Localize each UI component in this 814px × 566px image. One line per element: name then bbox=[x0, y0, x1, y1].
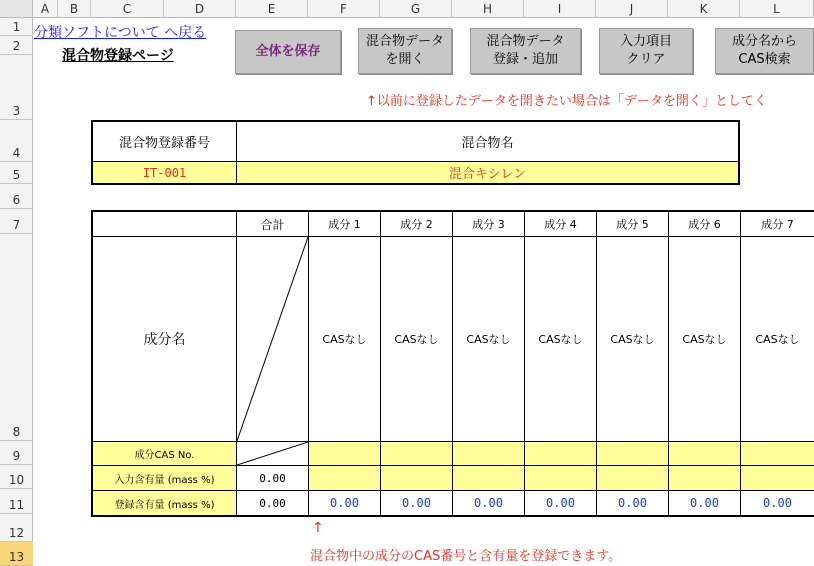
row-header[interactable]: 11 bbox=[0, 489, 33, 514]
cas-input-cell[interactable] bbox=[308, 441, 381, 466]
row-header[interactable]: 5 bbox=[0, 162, 33, 184]
row-header[interactable]: 2 bbox=[0, 36, 33, 55]
column-header[interactable]: I bbox=[524, 0, 596, 18]
clear-inputs-button[interactable]: 入力項目 クリア bbox=[599, 28, 693, 74]
page-title: 混合物登録ページ bbox=[62, 48, 174, 64]
cas-label: 成分CAS No. bbox=[91, 441, 237, 466]
row-header[interactable]: 4 bbox=[0, 120, 33, 162]
total-name-cell bbox=[236, 236, 309, 442]
column-header[interactable]: B bbox=[58, 0, 91, 18]
column-header[interactable]: K bbox=[668, 0, 740, 18]
register-mixture-button[interactable]: 混合物データ 登録・追加 bbox=[470, 28, 581, 74]
bottom-note: 混合物中の成分のCAS番号と含有量を登録できます。 bbox=[310, 549, 622, 564]
registered-value-cell: 0.00 bbox=[740, 490, 814, 517]
mixture-name-cell[interactable]: 混合キシレン bbox=[236, 161, 740, 185]
cas-input-cell[interactable] bbox=[740, 441, 814, 466]
content-input-cell[interactable] bbox=[380, 465, 453, 491]
save-all-button[interactable]: 全体を保存 bbox=[235, 30, 341, 74]
row-header-bar bbox=[0, 18, 33, 566]
registered-value-cell: 0.00 bbox=[380, 490, 453, 517]
column-header[interactable]: D bbox=[164, 0, 236, 18]
column-header[interactable]: F bbox=[308, 0, 380, 18]
total-registered-cell: 0.00 bbox=[236, 490, 309, 517]
row-header[interactable]: 1 bbox=[0, 18, 33, 36]
column-header[interactable]: J bbox=[596, 0, 668, 18]
component-header: 成分 7 bbox=[740, 210, 814, 237]
cas-input-cell[interactable] bbox=[524, 441, 597, 466]
content-input-cell[interactable] bbox=[308, 465, 381, 491]
table-corner-cell bbox=[91, 210, 237, 237]
content-input-cell[interactable] bbox=[452, 465, 525, 491]
total-input-cell: 0.00 bbox=[236, 465, 309, 491]
mixture-name-header: 混合物名 bbox=[236, 120, 740, 162]
open-data-hint: ↑以前に登録したデータを開きたい場合は「データを開く」としてく bbox=[366, 94, 767, 109]
column-header[interactable]: A bbox=[33, 0, 58, 18]
cas-input-cell[interactable] bbox=[668, 441, 741, 466]
registered-value-cell: 0.00 bbox=[452, 490, 525, 517]
component-name-label: 成分名 bbox=[91, 236, 237, 442]
diagonal-line bbox=[237, 237, 308, 441]
content-input-cell[interactable] bbox=[524, 465, 597, 491]
row-header-selected[interactable]: 13 bbox=[0, 542, 33, 566]
row-header[interactable]: 12 bbox=[0, 514, 33, 542]
column-header[interactable]: L bbox=[740, 0, 814, 18]
component-name-cell[interactable]: CASなし bbox=[452, 236, 525, 442]
select-all-corner[interactable] bbox=[0, 0, 33, 18]
note-arrow: ↑ bbox=[312, 520, 324, 536]
row-header[interactable]: 8 bbox=[0, 234, 33, 441]
input-content-label: 入力含有量 (mass %) bbox=[91, 465, 237, 491]
column-header[interactable]: E bbox=[236, 0, 308, 18]
component-name-cell[interactable]: CASなし bbox=[740, 236, 814, 442]
component-header: 成分 4 bbox=[524, 210, 597, 237]
row-header[interactable]: 10 bbox=[0, 465, 33, 489]
component-name-cell[interactable]: CASなし bbox=[596, 236, 669, 442]
cas-search-button[interactable]: 成分名から CAS検索 bbox=[715, 28, 814, 74]
column-header-bar bbox=[0, 0, 814, 18]
registered-value-cell: 0.00 bbox=[596, 490, 669, 517]
cas-input-cell[interactable] bbox=[596, 441, 669, 466]
mixture-number-cell[interactable]: IT-001 bbox=[91, 161, 237, 185]
component-header: 成分 1 bbox=[308, 210, 381, 237]
component-header: 成分 2 bbox=[380, 210, 453, 237]
component-header: 成分 3 bbox=[452, 210, 525, 237]
content-input-cell[interactable] bbox=[596, 465, 669, 491]
column-header[interactable]: H bbox=[452, 0, 524, 18]
mixture-number-header: 混合物登録番号 bbox=[91, 120, 237, 162]
content-input-cell[interactable] bbox=[668, 465, 741, 491]
component-header: 成分 5 bbox=[596, 210, 669, 237]
row-header[interactable]: 7 bbox=[0, 209, 33, 234]
row-header[interactable]: 6 bbox=[0, 184, 33, 209]
cas-input-cell[interactable] bbox=[380, 441, 453, 466]
column-header[interactable]: C bbox=[91, 0, 164, 18]
component-header: 成分 6 bbox=[668, 210, 741, 237]
registered-value-cell: 0.00 bbox=[524, 490, 597, 517]
registered-value-cell: 0.00 bbox=[668, 490, 741, 517]
column-header[interactable]: G bbox=[380, 0, 452, 18]
component-name-cell[interactable]: CASなし bbox=[668, 236, 741, 442]
total-header: 合計 bbox=[236, 210, 309, 237]
total-cas-cell bbox=[236, 441, 309, 466]
cas-input-cell[interactable] bbox=[452, 441, 525, 466]
back-link[interactable]: 分類ソフトについて へ戻る bbox=[34, 25, 207, 41]
component-name-cell[interactable]: CASなし bbox=[308, 236, 381, 442]
registered-value-cell: 0.00 bbox=[308, 490, 381, 517]
component-name-cell[interactable]: CASなし bbox=[524, 236, 597, 442]
row-header[interactable]: 3 bbox=[0, 55, 33, 120]
registered-content-label: 登録含有量 (mass %) bbox=[91, 490, 237, 517]
content-input-cell[interactable] bbox=[740, 465, 814, 491]
row-header[interactable]: 9 bbox=[0, 441, 33, 465]
open-mixture-button[interactable]: 混合物データ を開く bbox=[358, 28, 452, 74]
component-name-cell[interactable]: CASなし bbox=[380, 236, 453, 442]
diagonal-line bbox=[237, 442, 308, 465]
